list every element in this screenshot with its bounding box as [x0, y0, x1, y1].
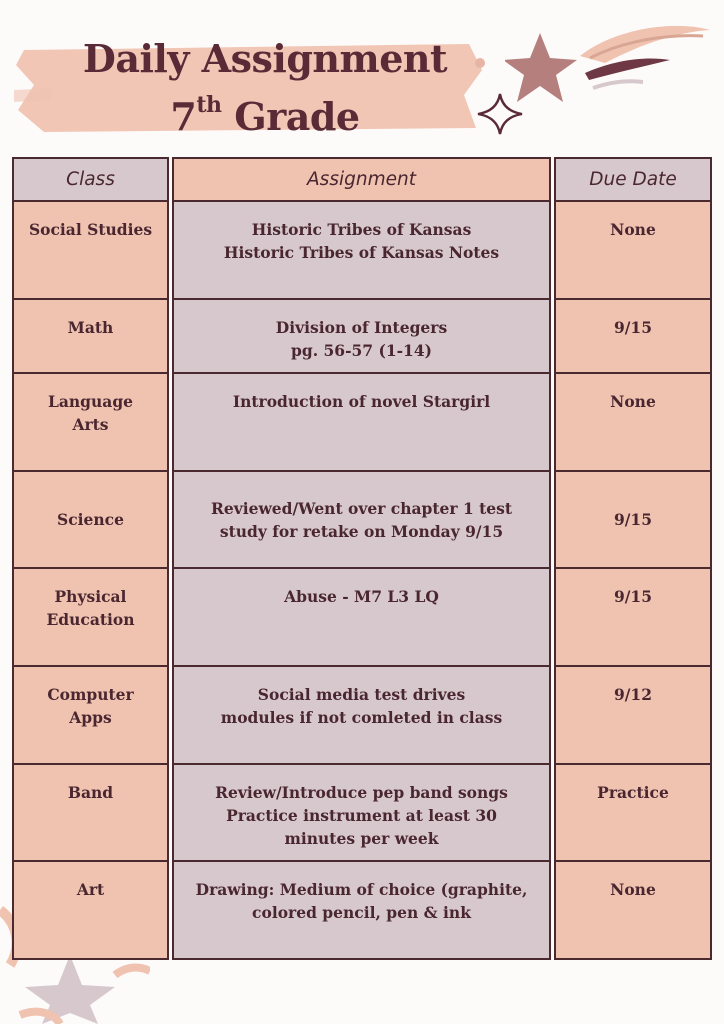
due-date-cell: 9/15 — [554, 300, 712, 374]
sparkle-icon — [476, 92, 524, 136]
due-date-cell: 9/12 — [554, 667, 712, 765]
due-date-cell: 9/15 — [554, 569, 712, 667]
class-cell: Social Studies — [12, 202, 169, 300]
class-cell: Art — [12, 862, 169, 960]
assignment-cell: Historic Tribes of Kansas Historic Tribes of Kansas Notes — [172, 202, 551, 300]
grade-suffix: th — [196, 92, 222, 118]
table-row — [12, 300, 712, 374]
class-cell: Computer Apps — [12, 667, 169, 765]
assignment-cell: Introduction of novel Stargirl — [172, 374, 551, 472]
column-header-due-date: Due Date — [554, 157, 712, 202]
column-header-assignment: Assignment — [172, 157, 551, 202]
class-cell: Math — [12, 300, 169, 374]
shooting-star-icon — [505, 18, 715, 113]
column-header-class: Class — [12, 157, 169, 202]
table-row — [12, 202, 712, 300]
due-date-cell: None — [554, 202, 712, 300]
due-date-cell: 9/15 — [554, 472, 712, 569]
due-date-cell: None — [554, 374, 712, 472]
assignment-cell: Reviewed/Went over chapter 1 test study for retake on Monday 9/15 — [172, 472, 551, 569]
class-cell: Band — [12, 765, 169, 862]
table-header-row — [12, 157, 712, 202]
table-row — [12, 765, 712, 862]
grade-word: Grade — [234, 94, 360, 139]
grade-number: 7 — [170, 94, 197, 139]
assignment-cell: Social media test drives modules if not comleted in class — [172, 667, 551, 765]
assignment-table — [12, 157, 712, 960]
table-row — [12, 472, 712, 569]
due-date-cell: Practice — [554, 765, 712, 862]
assignment-cell: Abuse - M7 L3 LQ — [172, 569, 551, 667]
class-cell: Language Arts — [12, 374, 169, 472]
page-subtitle — [0, 92, 530, 139]
assignment-cell: Review/Introduce pep band songs Practice instrument at least 30 minutes per week — [172, 765, 551, 862]
class-cell: Physical Education — [12, 569, 169, 667]
table-row — [12, 569, 712, 667]
dot-icon — [474, 57, 486, 69]
page-title: Daily Assignment — [82, 36, 448, 81]
class-cell: Science — [12, 472, 169, 569]
assignment-cell: Drawing: Medium of choice (graphite, colored pencil, pen & ink — [172, 862, 551, 960]
table-row — [12, 374, 712, 472]
assignment-cell: Division of Integers pg. 56-57 (1-14) — [172, 300, 551, 374]
due-date-cell: None — [554, 862, 712, 960]
table-row — [12, 667, 712, 765]
table-row — [12, 862, 712, 960]
